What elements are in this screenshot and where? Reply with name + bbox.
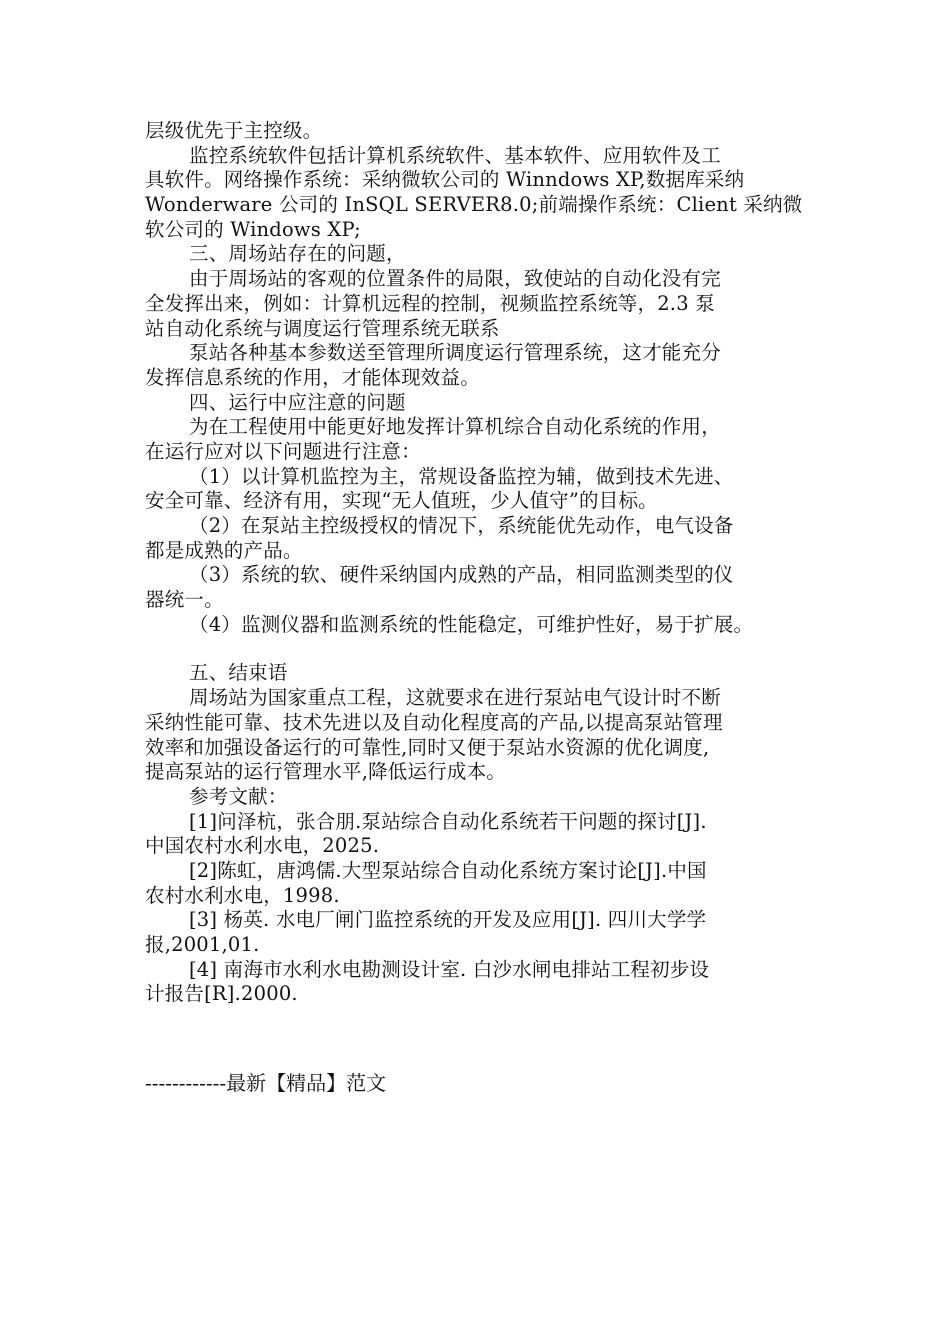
text-line: 层级优先于主控级。 — [145, 119, 323, 142]
text-line: 五、结束语 — [189, 661, 288, 685]
text-line: 效率和加强设备运行的可靠性,同时又便于泵站水资源的优化调度, — [145, 735, 710, 759]
text-line: 都是成熟的产品。 — [145, 538, 303, 562]
text-line: 中国农村水利水电，2025. — [145, 834, 380, 858]
text-line: 具软件。网络操作系统：采纳微软公司的 Winndows XP,数据库采纳 — [145, 168, 745, 192]
text-line: [1]问泽杭，张合朋.泵站综合自动化系统若干问题的探讨[J]. — [189, 809, 707, 833]
text-line: 提高泵站的运行管理水平,降低运行成本。 — [145, 760, 506, 784]
footer-label: ------------最新【精品】范文 — [145, 1071, 387, 1095]
text-line: （3）系统的软、硬件采纳国内成熟的产品，相同监测类型的仪 — [189, 563, 734, 587]
text-line: 计报告[R].2000. — [145, 982, 298, 1006]
text-line: 泵站各种基本参数送至管理所调度运行管理系统，这才能充分 — [189, 341, 721, 365]
text-line: 采纳性能可靠、技术先进以及自动化程度高的产品,以提高泵站管理 — [145, 710, 723, 734]
text-line: 发挥信息系统的作用，才能体现效益。 — [145, 365, 480, 389]
text-line: 报,2001,01. — [145, 933, 260, 956]
document-body — [145, 119, 815, 1007]
text-block-conclusion — [145, 661, 815, 1007]
text-line: 器统一。 — [145, 588, 224, 612]
text-line: 农村水利水电，1998. — [145, 883, 340, 907]
text-line: 安全可靠、经济有用，实现“无人值班，少人值守”的目标。 — [145, 489, 658, 513]
paragraph-gap — [145, 637, 815, 661]
text-line: [4] 南海市水利水电勘测设计室. 白沙水闸电排站工程初步设 — [189, 957, 710, 981]
text-line: （4）监测仪器和监测系统的性能稳定，可维护性好，易于扩展。 — [189, 612, 754, 636]
text-line: Wonderware 公司的 InSQL SERVER8.0;前端操作系统：Client 采纳微 — [145, 193, 803, 217]
text-line: 周场站为国家重点工程，这就要求在进行泵站电气设计时不断 — [189, 686, 721, 710]
text-line: 软公司的 Windows XP; — [145, 217, 361, 241]
text-line: [3] 杨英. 水电厂闸门监控系统的开发及应用[J]. 四川大学学 — [189, 908, 707, 932]
text-line: 由于周场站的客观的位置条件的局限，致使站的自动化没有完 — [189, 267, 721, 291]
text-line: 站自动化系统与调度运行管理系统无联系 — [145, 316, 500, 340]
text-line: 四、运行中应注意的问题 — [189, 390, 406, 414]
text-line: [2]陈虹，唐鸿儒.大型泵站综合自动化系统方案讨论[J].中国 — [189, 858, 707, 882]
text-line: 在运行应对以下问题进行注意： — [145, 439, 421, 463]
text-line: 监控系统软件包括计算机系统软件、基本软件、应用软件及工 — [189, 143, 721, 167]
text-line: 为在工程使用中能更好地发挥计算机综合自动化系统的作用， — [189, 415, 721, 439]
text-line: （1）以计算机监控为主，常规设备监控为辅，做到技术先进、 — [189, 464, 734, 488]
text-line: 参考文献： — [189, 784, 288, 808]
text-line: 全发挥出来，例如：计算机远程的控制，视频监控系统等，2.3 泵 — [145, 291, 715, 315]
text-line: （2）在泵站主控级授权的情况下，系统能优先动作，电气设备 — [189, 514, 734, 537]
text-block-main — [145, 119, 815, 637]
text-line: 三、周场站存在的问题， — [189, 242, 406, 266]
